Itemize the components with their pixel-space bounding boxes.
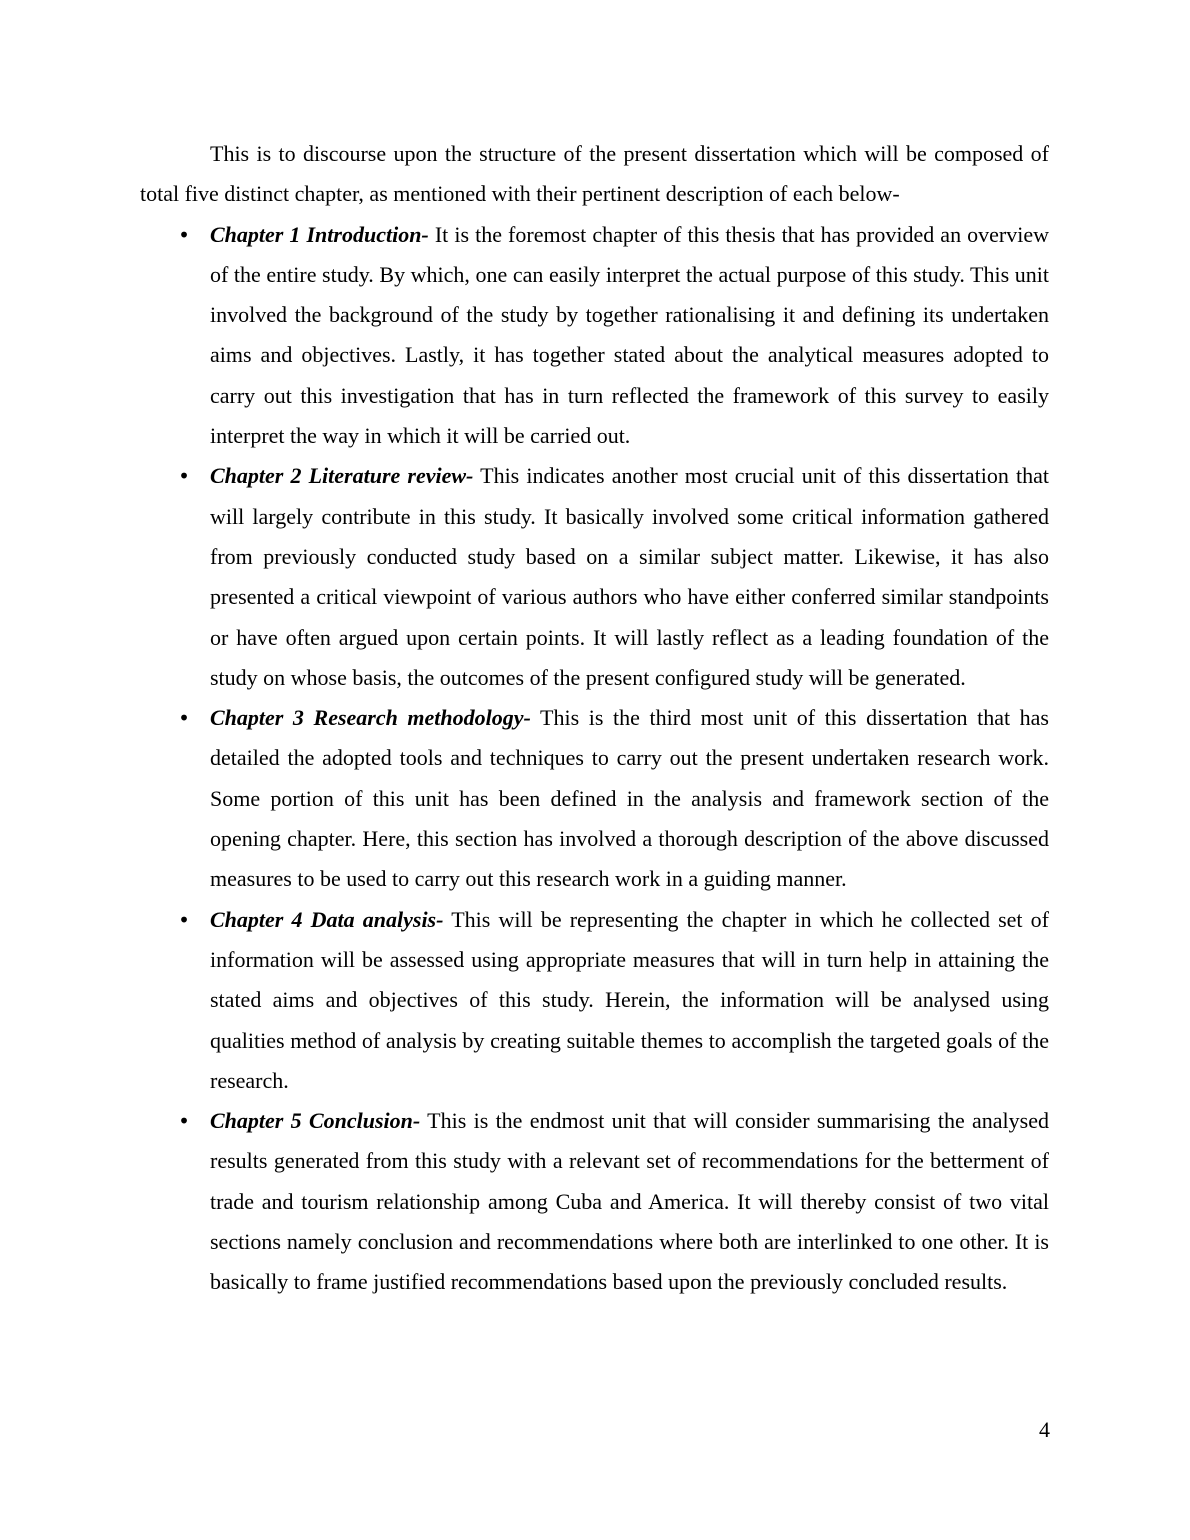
chapter-description: This will be representing the chapter in which he collected set of information will be assessed using appropriate measures that will in turn help in attaining the stated aims and objectives of this study. Herein, the information will be analysed using qualities method of analysis by creating suitable themes to accomplish the targeted goals of the research. bbox=[210, 906, 1049, 1093]
list-item-chapter-4 bbox=[140, 900, 1049, 1101]
chapter-title: Chapter 4 Data analysis- bbox=[210, 906, 444, 932]
chapter-title: Chapter 2 Literature review- bbox=[210, 463, 474, 489]
list-item-chapter-2 bbox=[140, 456, 1049, 698]
chapter-title: Chapter 5 Conclusion- bbox=[210, 1108, 421, 1134]
chapter-description: This indicates another most crucial unit of this dissertation that will largely contribute in this study. It basically involved some critical information gathered from previously conducted study based on a similar subject matter. Likewise, it has also presented a critical viewpoint of various authors who have either conferred similar standpoints or have often argued upon certain points. It will lastly reflect as a leading foundation of the study on whose basis, the outcomes of the present configured study will be generated. bbox=[210, 463, 1049, 690]
chapter-title: Chapter 1 Introduction- bbox=[210, 221, 429, 247]
chapter-description: This is the third most unit of this dissertation that has detailed the adopted tools and techniques to carry out the present undertaken research work. Some portion of this unit has been defined in the analysis and framework section of the opening chapter. Here, this section has involved a thorough description of the above discussed measures to be used to carry out this research work in a guiding manner. bbox=[210, 705, 1049, 892]
chapter-list bbox=[140, 215, 1049, 1303]
page-body bbox=[140, 134, 1049, 1303]
bullet-icon: • bbox=[178, 706, 190, 731]
bullet-icon: • bbox=[178, 1109, 190, 1134]
chapter-description: This is the endmost unit that will consider summarising the analysed results generated from this study with a relevant set of recommendations for the betterment of trade and tourism relationship among Cuba and America. It will thereby consist of two vital sections namely conclusion and recommendations where both are interlinked to one other. It is basically to frame justified recommendations based upon the previously concluded results. bbox=[210, 1108, 1049, 1295]
list-item-chapter-5 bbox=[140, 1101, 1049, 1302]
bullet-icon: • bbox=[178, 222, 190, 247]
list-item-chapter-1 bbox=[140, 215, 1049, 457]
page-number: 4 bbox=[1039, 1417, 1050, 1442]
bullet-icon: • bbox=[178, 464, 190, 489]
bullet-icon: • bbox=[178, 907, 190, 932]
chapter-title: Chapter 3 Research methodology- bbox=[210, 705, 531, 731]
intro-paragraph: This is to discourse upon the structure of the present dissertation which will be composed of total five distinct chapter, as mentioned with their pertinent description of each below- bbox=[140, 141, 1049, 207]
list-item-chapter-3 bbox=[140, 698, 1049, 899]
chapter-description: It is the foremost chapter of this thesis that has provided an overview of the entire study. By which, one can easily interpret the actual purpose of this study. This unit involved the background of the study by together rationalising it and defining its undertaken aims and objectives. Lastly, it has together stated about the analytical measures adopted to carry out this investigation that has in turn reflected the framework of this survey to easily interpret the way in which it will be carried out. bbox=[210, 221, 1050, 449]
